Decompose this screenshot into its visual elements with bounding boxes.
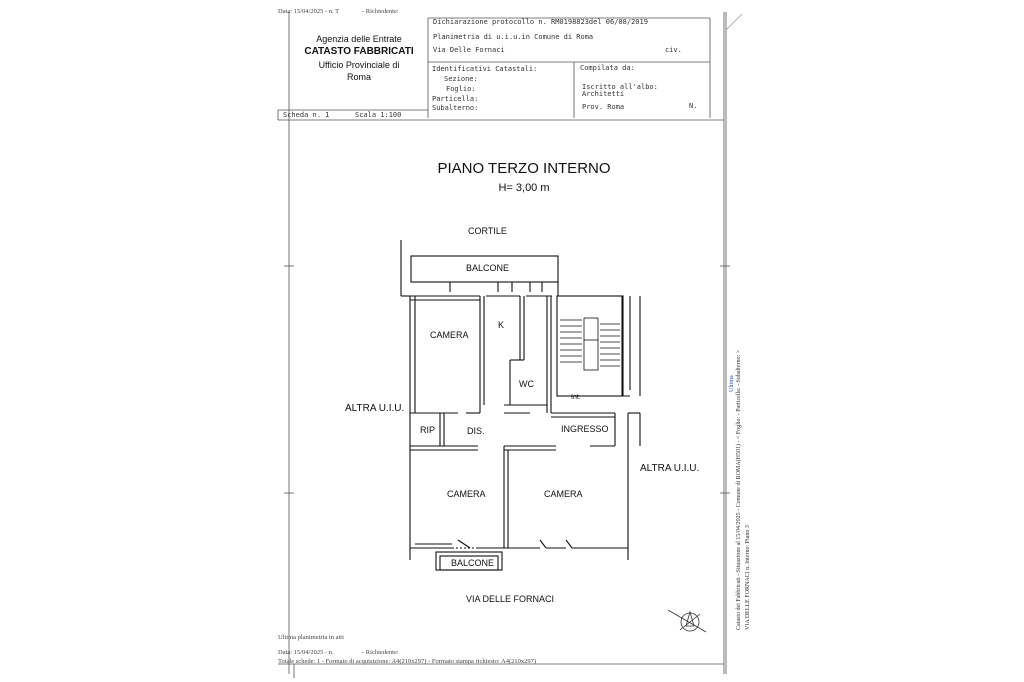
plan-height: H= 3,00 m: [498, 182, 550, 194]
label-rip: RIP: [420, 425, 436, 435]
footer-date: Data: 15/04/2025 - n.: [278, 649, 334, 656]
footer-ultima: Ultima planimetria in atti: [278, 634, 344, 641]
side-text-line1: Catasto dei Fabbricati - Situazione al 15/04/2025 - Comune di ROMA(H501) - < Foglio: - Particella: - Subalterno: >: [736, 349, 742, 630]
label-camera-3: CAMERA: [544, 489, 583, 499]
protocol: Dichiarazione protocollo n. RM0198823del 06/08/2019: [433, 18, 648, 26]
compilata-label: Compilata da:: [580, 64, 635, 72]
footer-requester: - Richiedente:: [362, 649, 399, 656]
label-int: Int.: [571, 394, 581, 401]
side-mark: Ultima: [729, 375, 735, 392]
label-wc: WC: [519, 379, 534, 389]
label-k: K: [498, 320, 505, 330]
civ: civ.: [665, 46, 682, 54]
particella-label: Particella:: [432, 95, 479, 103]
side-text-line2: VIA DELLE FORNACI n. Interno: Piano 3: [745, 525, 751, 630]
agency-line1: Agenzia delle Entrate: [316, 34, 402, 44]
num-label: N.: [689, 102, 698, 110]
label-balcone-bottom: BALCONE: [451, 558, 495, 568]
label-street: VIA DELLE FORNACI: [466, 594, 555, 604]
agency-line2: CATASTO FABBRICATI: [304, 46, 414, 57]
label-cortile: CORTILE: [468, 226, 507, 236]
label-altra-right: ALTRA U.I.U.: [640, 463, 700, 474]
label-ingresso: INGRESSO: [561, 424, 609, 434]
agency-line3: Ufficio Provinciale di: [318, 60, 400, 70]
identificativi-label: Identificativi Catastali:: [432, 65, 538, 73]
address: Via Delle Fornaci: [433, 46, 505, 54]
agency-line4: Roma: [346, 72, 371, 82]
top-date: Data: 15/04/2025 - n. T: [278, 8, 340, 15]
iscritto-label: Iscritto all'albo:: [582, 83, 658, 91]
prov-label: Prov. Roma: [582, 103, 625, 111]
label-altra-left: ALTRA U.I.U.: [345, 403, 405, 414]
label-balcone-top: BALCONE: [466, 263, 510, 273]
scala: Scala 1:100: [355, 111, 402, 119]
label-camera-2: CAMERA: [447, 489, 486, 499]
top-requester: - Richiedente:: [362, 8, 399, 15]
plan-title: PIANO TERZO INTERNO: [437, 160, 611, 177]
label-camera-1: CAMERA: [430, 330, 469, 340]
scheda: Scheda n. 1: [283, 111, 330, 119]
footer-totale: Totale schede: 1 - Formato di acquisizione: A4(210x297) - Formato stampa richiesto: A4(210x297): [278, 658, 537, 665]
planimetria: Planimetria di u.i.u.in Comune di Roma: [433, 33, 594, 41]
foglio-label: Foglio:: [446, 85, 476, 93]
label-dis: DIS.: [467, 426, 485, 436]
sezione-label: Sezione:: [444, 75, 478, 83]
iscritto-value: Architetti: [582, 90, 625, 98]
subalterno-label: Subalterno:: [432, 104, 479, 112]
